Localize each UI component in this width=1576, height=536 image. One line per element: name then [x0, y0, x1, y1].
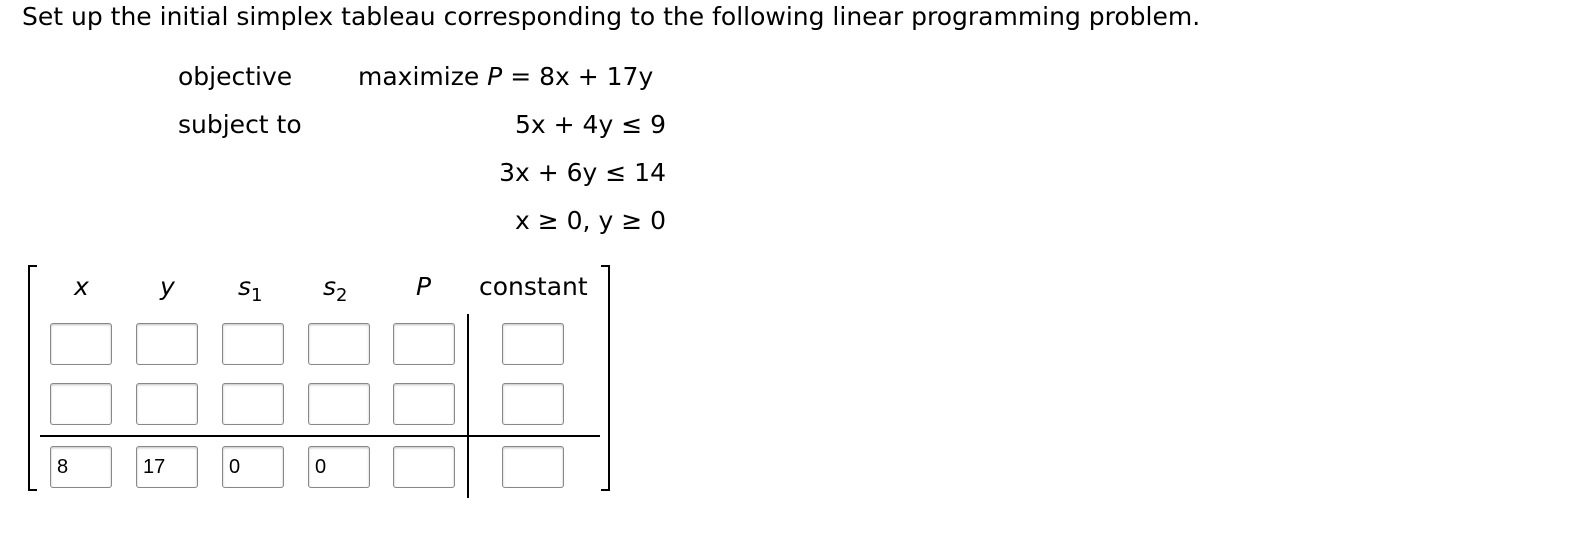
header-s2-subscript: 2	[336, 285, 348, 306]
header-s1-base: s	[238, 272, 252, 301]
tableau-cell-r3-y[interactable]	[136, 446, 198, 488]
objective-label: objective	[178, 62, 293, 91]
header-p: P	[416, 272, 432, 301]
tableau-cell-r3-x[interactable]	[50, 446, 112, 488]
tableau-cell-r1-p[interactable]	[393, 323, 455, 365]
header-x: x	[74, 272, 89, 301]
header-s1	[238, 272, 262, 306]
header-y: y	[160, 272, 175, 301]
tableau-cell-r1-s1[interactable]	[222, 323, 284, 365]
header-constant: constant	[479, 272, 588, 301]
constraint-2: 3x + 6y ≤ 14	[499, 158, 666, 187]
tableau-right-bracket	[601, 265, 610, 491]
tableau-cell-r1-x[interactable]	[50, 323, 112, 365]
tableau-cell-r2-y[interactable]	[136, 383, 198, 425]
tableau-constant-divider	[467, 314, 469, 498]
tableau-cell-r3-constant[interactable]	[502, 446, 564, 488]
tableau-cell-r3-p[interactable]	[393, 446, 455, 488]
tableau-cell-r2-s1[interactable]	[222, 383, 284, 425]
tableau-objective-divider	[40, 435, 600, 437]
constraints-label: subject to	[178, 110, 302, 139]
tableau-cell-r3-s2[interactable]	[308, 446, 370, 488]
objective-prefix: maximize	[358, 62, 488, 91]
problem-prompt: Set up the initial simplex tableau corresponding to the following linear programming problem.	[22, 2, 1201, 31]
tableau-cell-r2-p[interactable]	[393, 383, 455, 425]
objective-rhs: = 8x + 17y	[502, 62, 654, 91]
objective-variable: P	[487, 62, 503, 91]
constraint-1: 5x + 4y ≤ 9	[515, 110, 666, 139]
tableau-cell-r2-constant[interactable]	[502, 383, 564, 425]
tableau-cell-r1-s2[interactable]	[308, 323, 370, 365]
tableau-cell-r3-s1[interactable]	[222, 446, 284, 488]
tableau-cell-r1-y[interactable]	[136, 323, 198, 365]
tableau-cell-r2-s2[interactable]	[308, 383, 370, 425]
constraint-nonnegativity: x ≥ 0, y ≥ 0	[515, 206, 666, 235]
header-s2-base: s	[323, 272, 337, 301]
tableau-cell-r2-x[interactable]	[50, 383, 112, 425]
objective-expression	[358, 62, 653, 91]
tableau-cell-r1-constant[interactable]	[502, 323, 564, 365]
tableau-left-bracket	[28, 265, 37, 491]
header-s1-subscript: 1	[251, 285, 263, 306]
header-s2	[323, 272, 347, 306]
